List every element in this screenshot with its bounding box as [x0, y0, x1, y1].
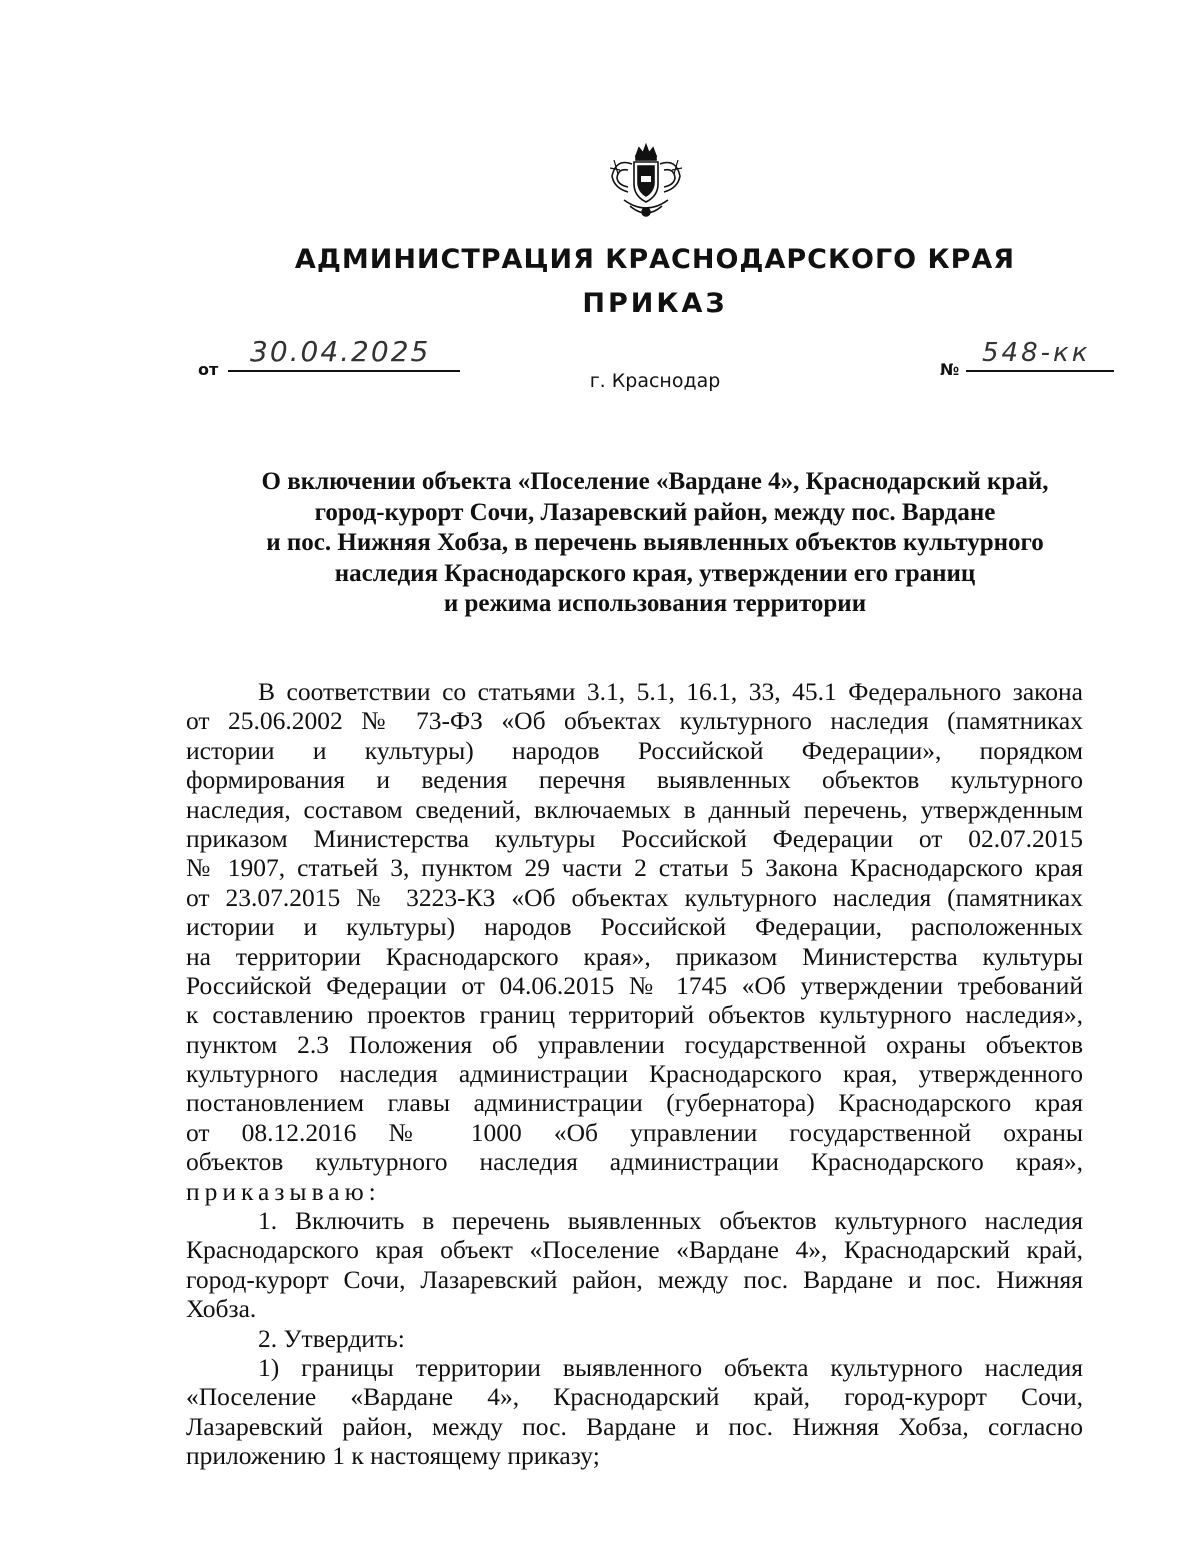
body-line: от 25.06.2002 № 73-ФЗ «Об объектах культурного наследия (памятниках: [186, 706, 1083, 736]
title-line: и режима использования территории: [443, 590, 867, 617]
body-line: объектов культурного наследия администрации Краснодарского края»,: [186, 1147, 1083, 1177]
body-line: приказом Министерства культуры Российской Федерации от 02.07.2015: [186, 823, 1083, 853]
number-value: 548-кк: [982, 338, 1091, 368]
title-line: О включении объекта «Поселение «Вардане 4», Краснодарский край,: [261, 468, 1049, 495]
body-line: приложению 1 к настоящему приказу;: [186, 1441, 600, 1471]
organization-name: АДМИНИСТРАЦИЯ КРАСНОДАРСКОГО КРАЯ: [294, 244, 1016, 275]
body-line: Краснодарского края объект «Поселение «Вардане 4», Краснодарский край,: [186, 1235, 1083, 1265]
body-line: постановлением главы администрации (губернатора) Краснодарского края: [186, 1088, 1083, 1118]
body-line: Хобза.: [186, 1294, 257, 1324]
body-line: пунктом 2.3 Положения об управлении государственной охраны объектов: [186, 1029, 1083, 1059]
body-line: «Поселение «Вардане 4», Краснодарский край, город-курорт Сочи,: [186, 1382, 1083, 1412]
body-line: истории и культуры) народов Российской Федерации, расположенных: [186, 912, 1083, 942]
city: г. Краснодар: [589, 370, 721, 392]
body-line: В соответствии со статьями 3.1, 5.1, 16.1, 33, 45.1 Федерального закона: [258, 677, 1083, 706]
body-line: культурного наследия администрации Краснодарского края, утвержденного: [186, 1059, 1083, 1089]
date-value: 30.04.2025: [250, 335, 431, 368]
body-line: Российской Федерации от 04.06.2015 № 1745 «Об утверждении требований: [186, 970, 1083, 1000]
document-type: ПРИКАЗ: [582, 288, 728, 319]
date-label: от: [198, 360, 219, 379]
body-line: 1) границы территории выявленного объекта культурного наследия: [258, 1352, 1083, 1382]
number-label: №: [940, 360, 960, 379]
body-line: № 1907, статьей 3, пунктом 29 части 2 статьи 5 Закона Краснодарского края: [186, 853, 1083, 883]
body-line: на территории Краснодарского края», приказом Министерства культуры: [186, 941, 1083, 971]
body-line: наследия, составом сведений, включаемых в данный перечень, утвержденным: [186, 794, 1083, 824]
body-line: от 08.12.2016 № 1000 «Об управлении государственной охраны: [186, 1117, 1083, 1147]
body-line: 2. Утвердить:: [258, 1323, 405, 1353]
order-title: [190, 467, 1120, 620]
body-line: город-курорт Сочи, Лазаревский район, между пос. Вардане и пос. Нижняя: [186, 1264, 1083, 1294]
coat-of-arms-emblem: [606, 140, 686, 224]
body-line: Лазаревский район, между пос. Вардане и пос. Нижняя Хобза, согласно: [186, 1411, 1083, 1441]
body-line: к составлению проектов границ территорий объектов культурного наследия»,: [186, 1000, 1083, 1030]
title-line: наследия Краснодарского края, утверждении его границ: [334, 559, 976, 587]
body-line: от 23.07.2015 № 3223-КЗ «Об объектах культурного наследия (памятниках: [186, 882, 1083, 912]
order-body: [186, 677, 1083, 1471]
title-line: и пос. Нижняя Хобза, в перечень выявленных объектов культурного: [266, 529, 1044, 556]
body-line: 1. Включить в перечень выявленных объектов культурного наследия: [258, 1206, 1083, 1236]
body-line: истории и культуры) народов Российской Федерации», порядком: [186, 735, 1083, 765]
body-line-prikazyvayu: приказываю:: [186, 1176, 381, 1206]
title-line: город-курорт Сочи, Лазаревский район, между пос. Вардане: [314, 498, 996, 526]
body-line: формирования и ведения перечня выявленных объектов культурного: [186, 765, 1083, 795]
